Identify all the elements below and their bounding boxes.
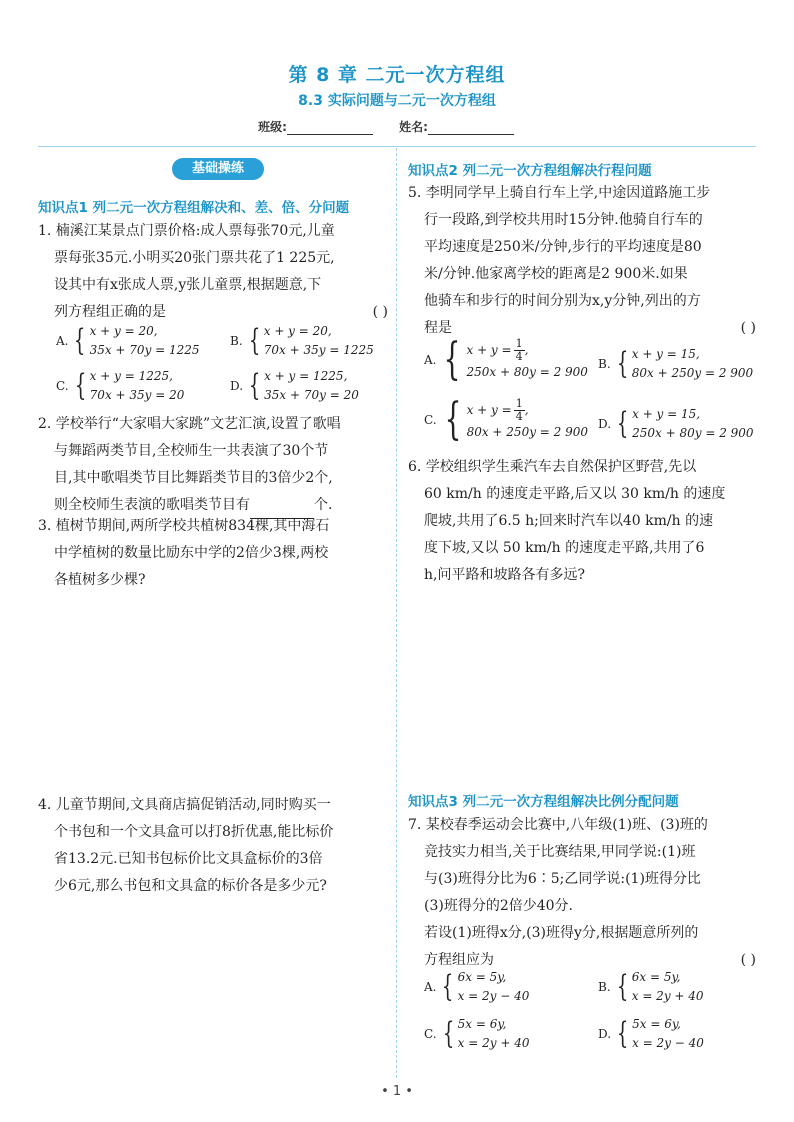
- q7-choice-c: [424, 1015, 530, 1053]
- q1-line: 设其中有x张成人票,y张儿童票,根据题意,下: [54, 277, 322, 293]
- brace: {: [248, 323, 260, 358]
- name-blank: [428, 134, 514, 135]
- q4-line: 省13.2元.已知书包标价比文具盒标价的3倍: [54, 851, 323, 867]
- class-blank: [287, 134, 373, 135]
- q5-choice-d: [598, 405, 754, 443]
- q6-line: 60 km/h 的速度走平路,后又以 30 km/h 的速度: [424, 486, 726, 502]
- question-5: [408, 180, 756, 342]
- equation: 6x = 5y,: [457, 970, 507, 984]
- brace: {: [444, 394, 461, 445]
- equation: 35x + 70y = 20: [264, 388, 359, 402]
- q6-line: 爬坡,共用了6.5 h;回来时汽车以40 km/h 的速: [424, 513, 714, 529]
- brace: {: [616, 969, 628, 1004]
- equation: 250x + 80y = 2 900: [466, 365, 588, 379]
- choice-label: D.: [598, 417, 612, 431]
- fraction: [514, 338, 525, 363]
- q5-answer-paren: ( ): [740, 320, 756, 336]
- equation: x = 2y + 40: [631, 989, 704, 1003]
- q7-choice-b: [598, 968, 704, 1006]
- brace: {: [616, 1016, 629, 1051]
- q7-choice-a: [424, 968, 529, 1006]
- knowledge-point-1: 知识点1 列二元一次方程组解决和、差、倍、分问题: [38, 200, 350, 216]
- equation: x = 2y − 40: [632, 1036, 704, 1050]
- q7-answer-paren: ( ): [740, 952, 756, 968]
- q4-line: 少6元,那么书包和文具盒的标价各是多少元?: [54, 878, 327, 894]
- q5-choice-b: [598, 345, 753, 383]
- question-4: [38, 792, 388, 900]
- question-6: [408, 454, 756, 589]
- question-7: [408, 812, 756, 974]
- choice-label: C.: [424, 413, 437, 427]
- fraction-numerator: 1: [515, 337, 523, 350]
- equation: x + y = 15,: [632, 407, 701, 421]
- choice-label: A.: [424, 353, 437, 367]
- brace: {: [442, 969, 454, 1004]
- column-divider: [396, 148, 397, 1078]
- choice-label: A.: [56, 334, 69, 348]
- q5-line: 程是: [424, 320, 452, 336]
- equation: 70x + 35y = 20: [89, 388, 185, 402]
- q7-line: 方程组应为: [424, 952, 494, 968]
- q5-line: 5. 李明同学早上骑自行车上学,中途因道路施工步: [408, 185, 711, 201]
- q7-line: (3)班得分的2倍少40分.: [424, 898, 574, 914]
- q7-line: 若设(1)班得x分,(3)班得y分,根据题意所列的: [424, 925, 699, 941]
- q5-line: 平均速度是250米/分钟,步行的平均速度是80: [424, 239, 702, 255]
- question-3: [38, 513, 388, 594]
- brace: {: [74, 323, 86, 358]
- equation: x + y = 15,: [631, 347, 700, 361]
- fraction-denominator: 4: [515, 350, 523, 363]
- q6-line: 度下坡,又以 50 km/h 的速度走平路,共用了6: [424, 540, 705, 556]
- choice-label: A.: [424, 980, 437, 994]
- q7-line: 竞技实力相当,关于比赛结果,甲同学说:(1)班: [424, 844, 696, 860]
- knowledge-point-3: 知识点3 列二元一次方程组解决比例分配问题: [408, 794, 679, 810]
- q3-line: 3. 植树节期间,两所学校共植树834棵,其中海石: [38, 518, 330, 534]
- equation: 5x = 6y,: [632, 1017, 681, 1031]
- q1-answer-paren: ( ): [372, 304, 388, 320]
- q3-line: 中学植树的数量比励东中学的2倍少3棵,两校: [54, 545, 329, 561]
- q1-line: 1. 楠溪江某景点门票价格:成人票每张70元,儿童: [38, 223, 335, 239]
- q1-choice-a: [56, 322, 200, 360]
- equation: x + y = 20,: [263, 324, 332, 338]
- q1-line: 列方程组正确的是: [54, 304, 166, 320]
- choice-label: B.: [230, 334, 243, 348]
- choice-label: B.: [598, 980, 611, 994]
- q5-line: 他骑车和步行的时间分别为x,y分钟,列出的方: [424, 293, 701, 309]
- equation: 6x = 5y,: [631, 970, 681, 984]
- equation: x + y =: [466, 403, 512, 417]
- brace: {: [616, 346, 628, 381]
- section-title: 8.3 实际问题与二元一次方程组: [298, 93, 496, 109]
- brace: {: [74, 368, 86, 403]
- q5-choice-a: A. { x + y = $\frac{1}{4}$ , 250x + 80y = 2 900: [424, 334, 588, 385]
- equation: 5x = 6y,: [457, 1017, 507, 1031]
- q6-line: h,问平路和坡路各有多远?: [424, 567, 585, 583]
- q2-line: 则全校师生表演的歌唱类节目有: [54, 497, 250, 513]
- q1-choice-d: [230, 367, 359, 405]
- q5-line: 米/分钟.他家离学校的距离是2 900米.如果: [424, 266, 688, 282]
- q1-line: 票每张35元.小明买20张门票共花了1 225元,: [54, 250, 335, 266]
- brace: {: [616, 406, 629, 441]
- page-number: • 1 •: [381, 1084, 413, 1099]
- fraction-denominator: 4: [515, 410, 523, 423]
- equation: 80x + 250y = 2 900: [466, 425, 589, 439]
- q1-choice-b: [230, 322, 374, 360]
- equation: x = 2y − 40: [457, 989, 530, 1003]
- class-label: 班级:: [258, 120, 287, 134]
- brace: {: [444, 334, 461, 385]
- brace: {: [248, 368, 261, 403]
- equation: 80x + 250y = 2 900: [631, 366, 754, 380]
- choice-label: C.: [56, 379, 69, 393]
- fraction-numerator: 1: [515, 397, 523, 410]
- q2-line: 目,其中歌唱类节目比舞蹈类节目的3倍少2个,: [54, 470, 333, 486]
- brace: {: [442, 1016, 454, 1051]
- equation: x + y = 1225,: [264, 369, 348, 383]
- q6-line: 6. 学校组织学生乘汽车去自然保护区野营,先以: [408, 459, 697, 475]
- q7-choice-d: [598, 1015, 704, 1053]
- q2-line: 与舞蹈两类节目,全校师生一共表演了30个节: [54, 443, 329, 459]
- fraction: [514, 398, 525, 423]
- choice-label: C.: [424, 1027, 437, 1041]
- equation: 250x + 80y = 2 900: [632, 426, 754, 440]
- knowledge-point-2: 知识点2 列二元一次方程组解决行程问题: [408, 163, 652, 179]
- equation: x = 2y + 40: [457, 1036, 530, 1050]
- equation: 70x + 35y = 1225: [263, 343, 374, 357]
- question-1: [38, 218, 388, 326]
- student-info: [0, 118, 794, 135]
- q5-choice-c: C. { x + y = $\frac{1}{4}$ , 80x + 250y = 2 900: [424, 394, 589, 445]
- q2-line: 2. 学校举行“大家唱大家跳”文艺汇演,设置了歌唱: [38, 416, 341, 432]
- choice-label: D.: [598, 1027, 612, 1041]
- q2-line: 个.: [314, 497, 333, 513]
- choice-label: D.: [230, 379, 244, 393]
- section-badge: 基础操练: [172, 158, 264, 180]
- equation: x + y =: [466, 343, 512, 357]
- q3-line: 各植树多少棵?: [54, 572, 146, 588]
- q7-line: 7. 某校春季运动会比赛中,八年级(1)班、(3)班的: [408, 817, 708, 833]
- equation: x + y = 1225,: [89, 369, 173, 383]
- q5-line: 行一段路,到学校共用时15分钟.他骑自行车的: [424, 212, 703, 228]
- chapter-title: 第 8 章 二元一次方程组: [288, 64, 506, 86]
- q4-line: 个书包和一个文具盒可以打8折优惠,能比标价: [54, 824, 334, 840]
- header-rule: [38, 146, 756, 147]
- equation: x + y = 20,: [89, 324, 158, 338]
- choice-label: B.: [598, 357, 611, 371]
- q4-line: 4. 儿童节期间,文具商店搞促销活动,同时购买一: [38, 797, 331, 813]
- q7-line: 与(3)班得分比为6∶5;乙同学说:(1)班得分比: [424, 871, 701, 887]
- equation: 35x + 70y = 1225: [89, 343, 200, 357]
- q1-choice-c: [56, 367, 184, 405]
- question-2: [38, 411, 388, 519]
- name-label: 姓名:: [399, 120, 428, 134]
